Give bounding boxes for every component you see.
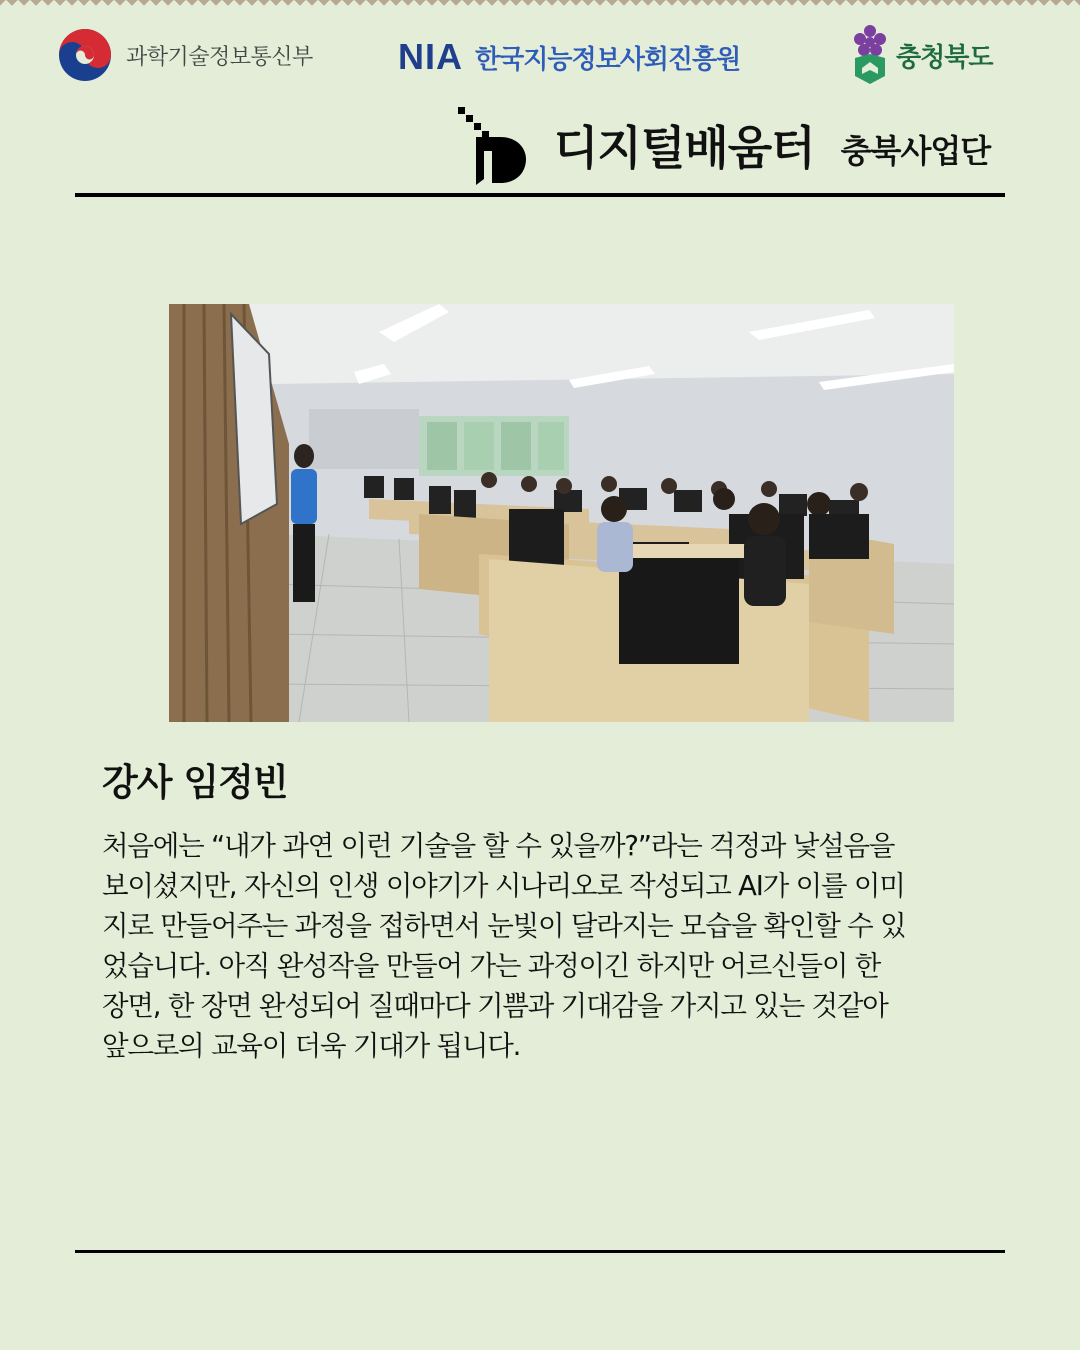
article-line: 보이셨지만, 자신의 인생 이야기가 시나리오로 작성되고 AI가 이를 이미 xyxy=(102,870,905,902)
chungbuk-logo xyxy=(852,24,992,86)
article-line: 지로 만들어주는 과정을 접하면서 눈빛이 달라지는 모습을 확인할 수 있 xyxy=(102,910,906,942)
msit-logo xyxy=(58,28,313,82)
nia-mark: NIA xyxy=(398,36,463,77)
article-heading: 강사 임정빈 xyxy=(102,761,288,804)
brand-title: 디지털배움터 xyxy=(554,121,815,175)
header-divider xyxy=(75,193,1005,197)
brand-subtitle: 충북사업단 xyxy=(840,132,991,170)
nia-name: 한국지능정보사회진흥원 xyxy=(475,44,741,75)
chungbuk-name: 충청북도 xyxy=(896,42,993,73)
nia-logo xyxy=(398,36,740,78)
msit-name: 과학기술정보통신부 xyxy=(126,44,313,70)
footer-divider xyxy=(75,1250,1005,1253)
article-line: 앞으로의 교육이 더욱 기대가 됩니다. xyxy=(102,1030,521,1062)
classroom-photo xyxy=(169,304,954,722)
partner-logos xyxy=(0,24,1080,88)
article-line: 었습니다. 아직 완성작을 만들어 가는 과정이긴 하지만 어르신들이 한 xyxy=(102,950,881,982)
article-line: 처음에는 “내가 과연 이런 기술을 할 수 있을까?”라는 걱정과 낯설음을 xyxy=(102,830,895,862)
classroom-photo-illustration xyxy=(169,304,954,722)
chungbuk-emblem-icon xyxy=(852,24,888,86)
digital-baeumteo-brand xyxy=(456,104,990,186)
baeumteo-logo-icon xyxy=(456,105,528,185)
article-line: 장면, 한 장면 완성되어 질때마다 기쁨과 기대감을 가지고 있는 것같아 xyxy=(102,990,888,1022)
taeguk-icon xyxy=(58,28,112,82)
top-zigzag-border xyxy=(0,0,1080,12)
article-body xyxy=(102,826,1022,1066)
